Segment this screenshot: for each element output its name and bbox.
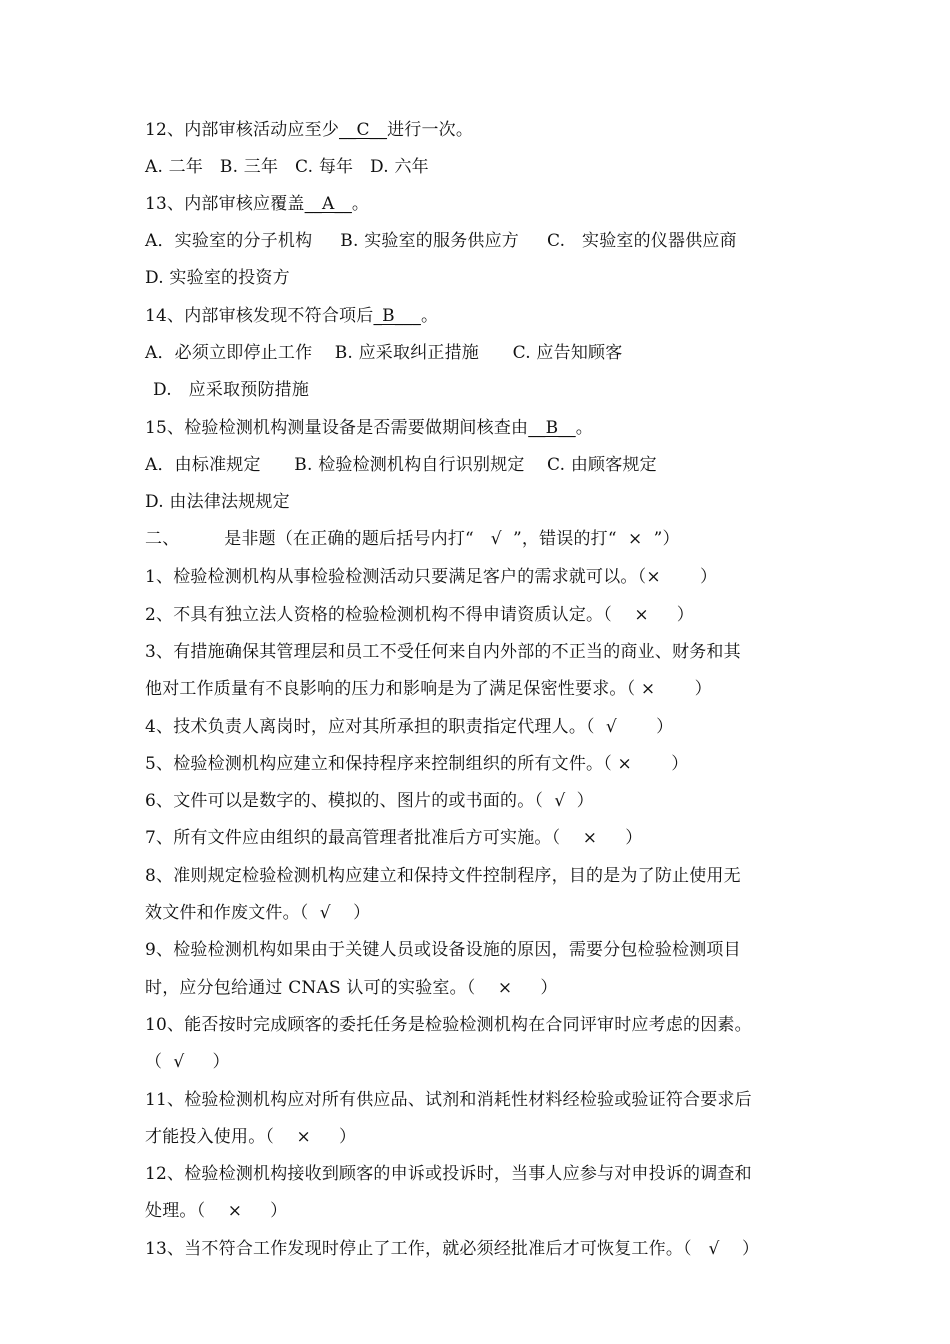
tf-item-12-line-1: 12、检验检测机构接收到顾客的申诉或投诉时，当事人应参与对申投诉的调查和 <box>145 1164 752 1184</box>
question-14-tail: 。 <box>420 306 439 326</box>
question-14-text: 14、内部审核发现不符合项后 <box>145 306 374 326</box>
tf-item-2: 2、不具有独立法人资格的检验检测机构不得申请资质认定。（ × ） <box>145 605 694 625</box>
question-12-text: 12、内部审核活动应至少 <box>145 120 340 140</box>
tf-item-9-line-1: 9、检验检测机构如果由于关键人员或设备设施的原因，需要分包检验检测项目 <box>145 940 741 960</box>
question-15-options-line-2: D. 由法律法规规定 <box>145 492 290 512</box>
tf-item-6: 6、文件可以是数字的、模拟的、图片的或书面的。（ √ ） <box>145 791 594 811</box>
section-heading-true-false: 二、 是非题（在正确的题后括号内打“ √ ”，错误的打“ × ”） <box>145 529 680 549</box>
question-12-options: A. 二年 B. 三年 C. 每年 D. 六年 <box>145 157 429 177</box>
tf-item-5: 5、检验检测机构应建立和保持程序来控制组织的所有文件。（ × ） <box>145 754 689 774</box>
question-14-answer: _B___ <box>373 306 421 326</box>
tf-item-9-line-2: 时，应分包给通过 CNAS 认可的实验室。（ × ） <box>145 978 558 998</box>
tf-item-4: 4、技术负责人离岗时，应对其所承担的职责指定代理人。（ √ ） <box>145 717 674 737</box>
question-13-options-line-2: D. 实验室的投资方 <box>145 268 290 288</box>
tf-item-3-line-1: 3、有措施确保其管理层和员工不受任何来自内外部的不正当的商业、财务和其 <box>145 642 741 662</box>
question-15-answer: __B__ <box>528 418 576 438</box>
tf-item-8-line-1: 8、准则规定检验检测机构应建立和保持文件控制程序，目的是为了防止使用无 <box>145 866 741 886</box>
tf-item-11-line-2: 才能投入使用。（ × ） <box>145 1127 357 1147</box>
question-15-tail: 。 <box>575 418 593 438</box>
question-13-options-line-1: A．实验室的分子机构 B. 实验室的服务供应方 C. 实验室的仪器供应商 <box>145 231 737 251</box>
question-14-line <box>145 304 825 328</box>
tf-item-8-line-2: 效文件和作废文件。（ √ ） <box>145 903 371 923</box>
question-13-text: 13、内部审核应覆盖 <box>145 194 305 214</box>
question-12-line <box>145 118 825 142</box>
question-15-text: 15、检验检测机构测量设备是否需要做期间核查由 <box>145 418 529 438</box>
question-13-line <box>145 192 825 216</box>
question-15-line <box>145 416 825 440</box>
question-12-answer: __C__ <box>339 120 388 140</box>
tf-item-10-line-1: 10、能否按时完成顾客的委托任务是检验检测机构在合同评审时应考虑的因素。 <box>145 1015 752 1035</box>
tf-item-7: 7、所有文件应由组织的最高管理者批准后方可实施。（ × ） <box>145 828 643 848</box>
question-15-options-line-1: A．由标准规定 B. 检验检测机构自行识别规定 C. 由顾客规定 <box>145 455 657 475</box>
tf-item-12-line-2: 处理。（ × ） <box>145 1201 288 1221</box>
question-14-options-line-2: D. 应采取预防措施 <box>153 380 310 400</box>
tf-item-10-line-2: （ √ ） <box>145 1052 230 1072</box>
question-12-tail: 进行一次。 <box>387 120 474 140</box>
question-13-tail: 。 <box>351 194 370 214</box>
tf-item-3-line-2: 他对工作质量有不良影响的压力和影响是为了满足保密性要求。（ × ） <box>145 679 712 699</box>
question-13-answer: __A__ <box>304 194 352 214</box>
tf-item-13: 13、当不符合工作发现时停止了工作，就必须经批准后才可恢复工作。（ √ ） <box>145 1239 760 1259</box>
tf-item-11-line-1: 11、检验检测机构应对所有供应品、试剂和消耗性材料经检验或验证符合要求后 <box>145 1090 752 1110</box>
question-14-options-line-1: A．必须立即停止工作 B. 应采取纠正措施 C. 应告知顾客 <box>145 343 623 363</box>
tf-item-1: 1、检验检测机构从事检验检测活动只要满足客户的需求就可以。（× ） <box>145 567 718 587</box>
